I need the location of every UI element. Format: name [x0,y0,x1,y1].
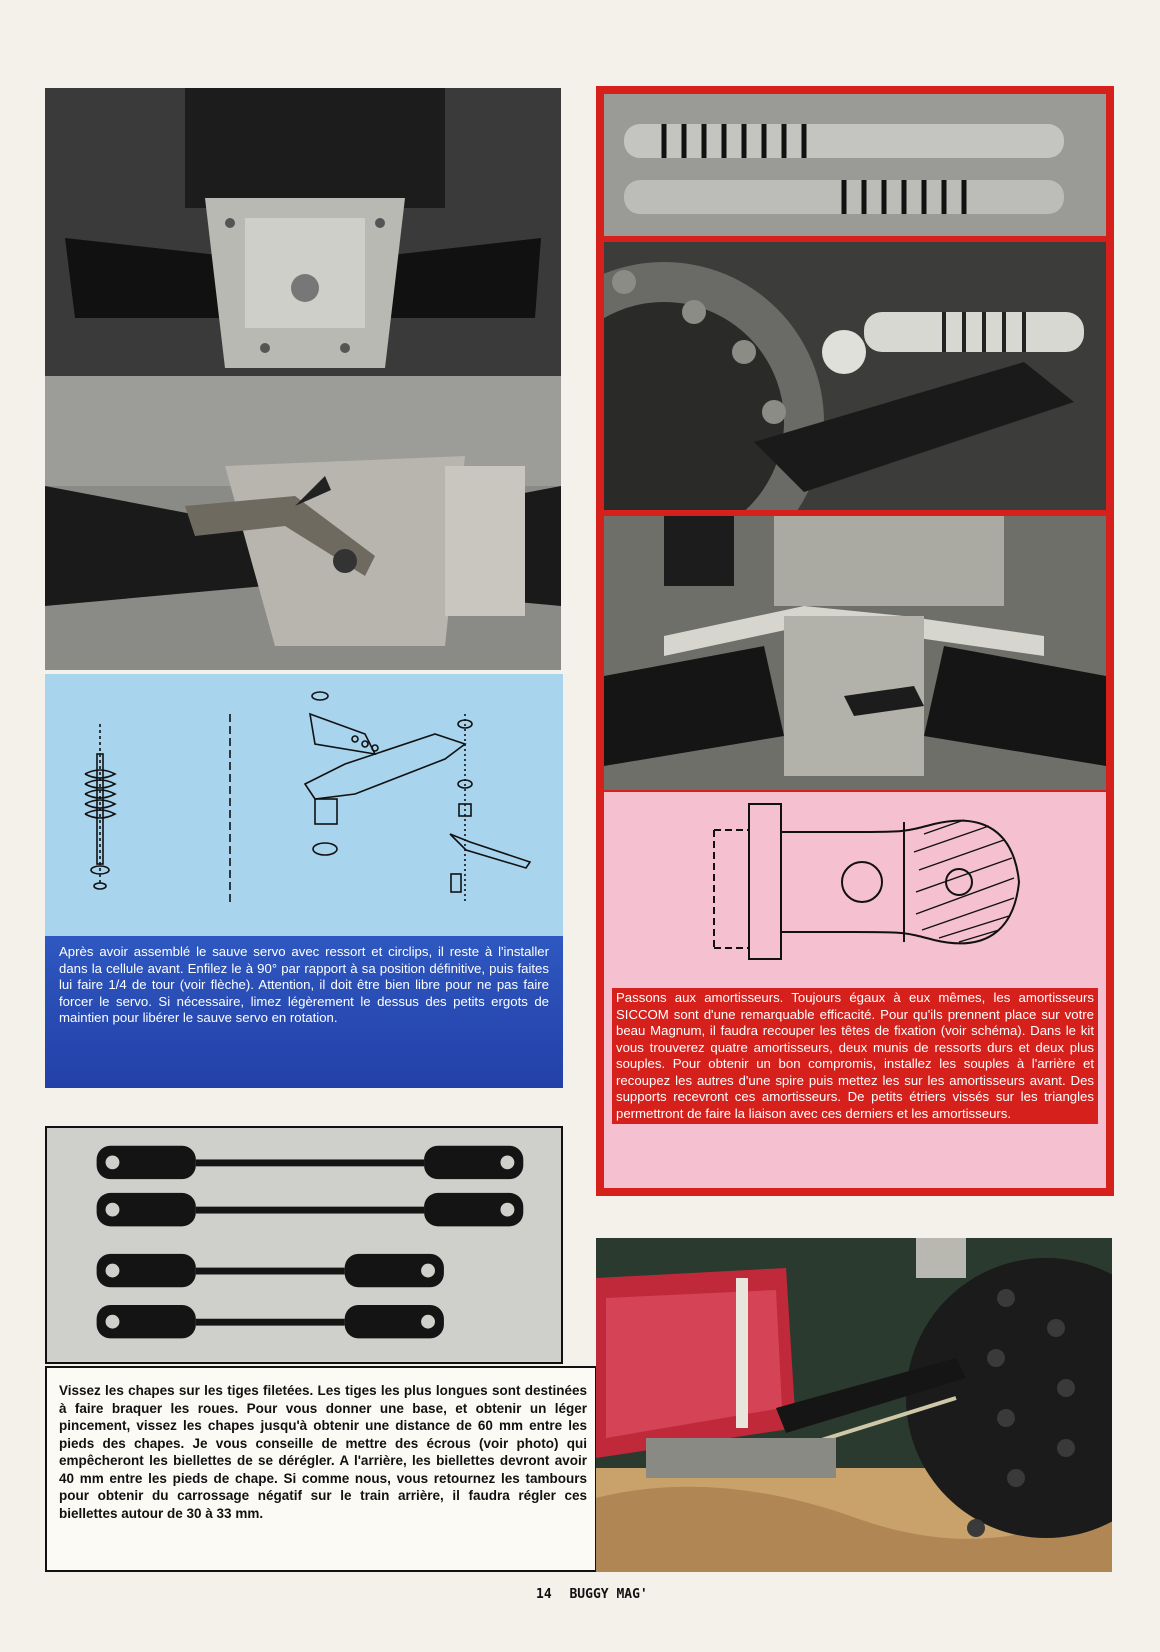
photo-rear-wheel-battery [596,1238,1112,1572]
servo-saver-diagram-panel [45,674,563,1088]
page-number: 14 [536,1587,552,1602]
photo-rear-suspension [604,242,1106,510]
shock-mount-diagram-panel [604,792,1106,1188]
photo-chassis-top [45,88,561,376]
servo-saver-caption: Après avoir assemblé le sauve servo avec ressort et circlips, il reste à l'installer dans la cellule avant. Enfilez le à 90° par rapport à sa position définitive, puis faites lui faire 1/4 de tour (voir flèche). Attention, il doit être bien libre pour ne pas faire forcer le servo. Si nécessaire, limez légèrement le dessus des petits ergots de maintien pour libérer le sauve servo en rotation. [59,944,549,1025]
photo-threaded-rods [45,1126,563,1364]
photo-servo-saver [45,376,561,670]
magazine-name: BUGGY MAG' [569,1587,648,1602]
shocks-caption: Passons aux amortisseurs. Toujours égaux à eux mêmes, les amortisseurs SICCOM sont d'une remarquable efficacité. Pour qu'ils prennent place sur votre beau Magnum, il faudra recouper les têtes de fixation (voir schéma). Dans le kit vous trouverez quatre amortisseurs, deux munis de ressorts durs et deux plus souples. Pour obtenir un bon compromis, installez les souples à l'arrière et recoupez les autres d'une spire puis mettez les sur les amortisseurs avant. Des supports recevront ces amortisseurs. De petits étriers vissés sur les triangles permettront de faire la liaison avec ces derniers et les amortisseurs. [612,988,1098,1124]
rods-caption-box [45,1366,597,1572]
photo-front-suspension [604,516,1106,790]
page-footer [536,1587,736,1607]
shock-mount-cut-diagram [604,792,1106,972]
rods-caption: Vissez les chapes sur les tiges filetées. Les tiges les plus longues sont destinées à faire braquer les roues. Pour vous donner une base, et obtenir un léger pincement, vissez les chapes jusqu'à obtenir une distance de 60 mm entre les pieds des chapes. Je vous conseille de mettre des écrous (voir photo) qui empêcheront les biellettes de se dérégler. A l'arrière, les biellettes devront avoir 40 mm entre les pieds de chape. Si comme nous, vous retournez les tambours pour obtenir du carrossage négatif sur le train arrière, il faudra régler ces biellettes autour de 30 à 33 mm. [59,1383,587,1521]
shocks-red-panel [596,86,1114,1196]
servo-saver-exploded-diagram [45,674,563,936]
photo-shock-absorbers [604,94,1106,236]
